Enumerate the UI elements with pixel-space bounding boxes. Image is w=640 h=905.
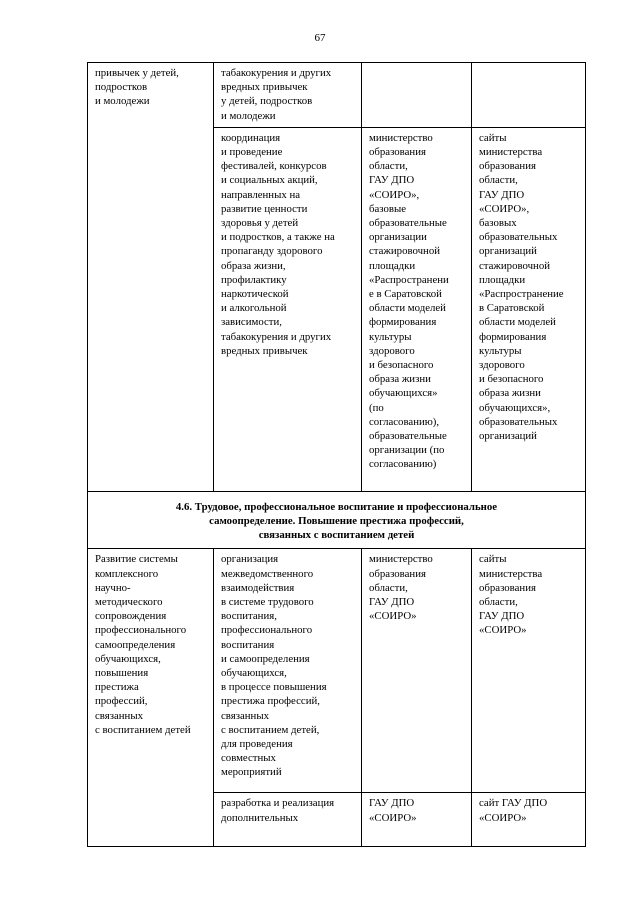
cell-text: Развитие системы комплексного научно- методического сопровождения профессионального самоопределения обучающихся, повышения престижа профессий, связанных с воспитанием детей (95, 553, 191, 736)
table-row (88, 549, 586, 793)
table-cell (472, 63, 586, 128)
table-cell (362, 63, 472, 128)
table-cell (472, 793, 586, 847)
page-number: 67 (314, 32, 326, 44)
cell-text: табакокурения и других вредных привычек у детей, подростков и молодежи (221, 67, 332, 122)
section-heading: 4.6. Трудовое, профессиональное воспитание и профессиональное самоопределение. Повышение престижа профессий, связанных с воспитанием детей (175, 500, 498, 542)
cell-text: сайт ГАУ ДПО «СОИРО» (479, 797, 548, 824)
cell-text: министерство образования области, ГАУ ДПО «СОИРО» (369, 553, 433, 623)
cell-text: координация и проведение фестивалей, конкурсов и социальных акций, направленных на развитие ценности здоровья у детей и подростков, а также на пропаганду здорового образа жизни, профилактику наркотической и алкогольной зависимости, табакокурения и других вредных привычек (221, 131, 335, 357)
table-cell (472, 127, 586, 491)
cell-text: организация межведомственного взаимодействия в системе трудового воспитания, профессионального воспитания и самоопределения обучающихся, в процессе повышения престижа профессий, связанных с воспитанием детей, для проведения совместных мероприятий (221, 553, 327, 779)
table-cell (472, 549, 586, 793)
cell-text: сайты министерства образования области, ГАУ ДПО «СОИРО», базовых образовательных организаций стажировочной площадки «Распространение в Саратовской области моделей формирования культуры здорового и безопасного образа жизни обучающихся», образовательных организаций (479, 131, 564, 443)
section-heading-row (88, 491, 586, 549)
table-cell (214, 793, 362, 847)
cell-text: министерство образования области, ГАУ ДПО «СОИРО», базовые образовательные организации стажировочной площадки «Распространени е в Саратовской области моделей формирования культуры здорового и безопасного образа жизни обучающихся» (по согласованию), образовательные организации (по согласованию) (369, 131, 449, 471)
cell-text: ГАУ ДПО «СОИРО» (369, 797, 417, 824)
cell-text: сайты министерства образования области, ГАУ ДПО «СОИРО» (479, 553, 543, 637)
table-cell (362, 127, 472, 491)
section-heading-cell (88, 491, 586, 549)
table-cell (214, 127, 362, 491)
plan-table (87, 62, 586, 847)
table-cell (362, 549, 472, 793)
cell-text: привычек у детей, подростков и молодежи (95, 67, 179, 108)
table-cell (362, 793, 472, 847)
table-cell (214, 549, 362, 793)
table-cell (88, 63, 214, 492)
table-cell (88, 549, 214, 847)
cell-text: разработка и реализация дополнительных (221, 797, 335, 824)
table-cell (214, 63, 362, 128)
table-row (88, 63, 586, 128)
